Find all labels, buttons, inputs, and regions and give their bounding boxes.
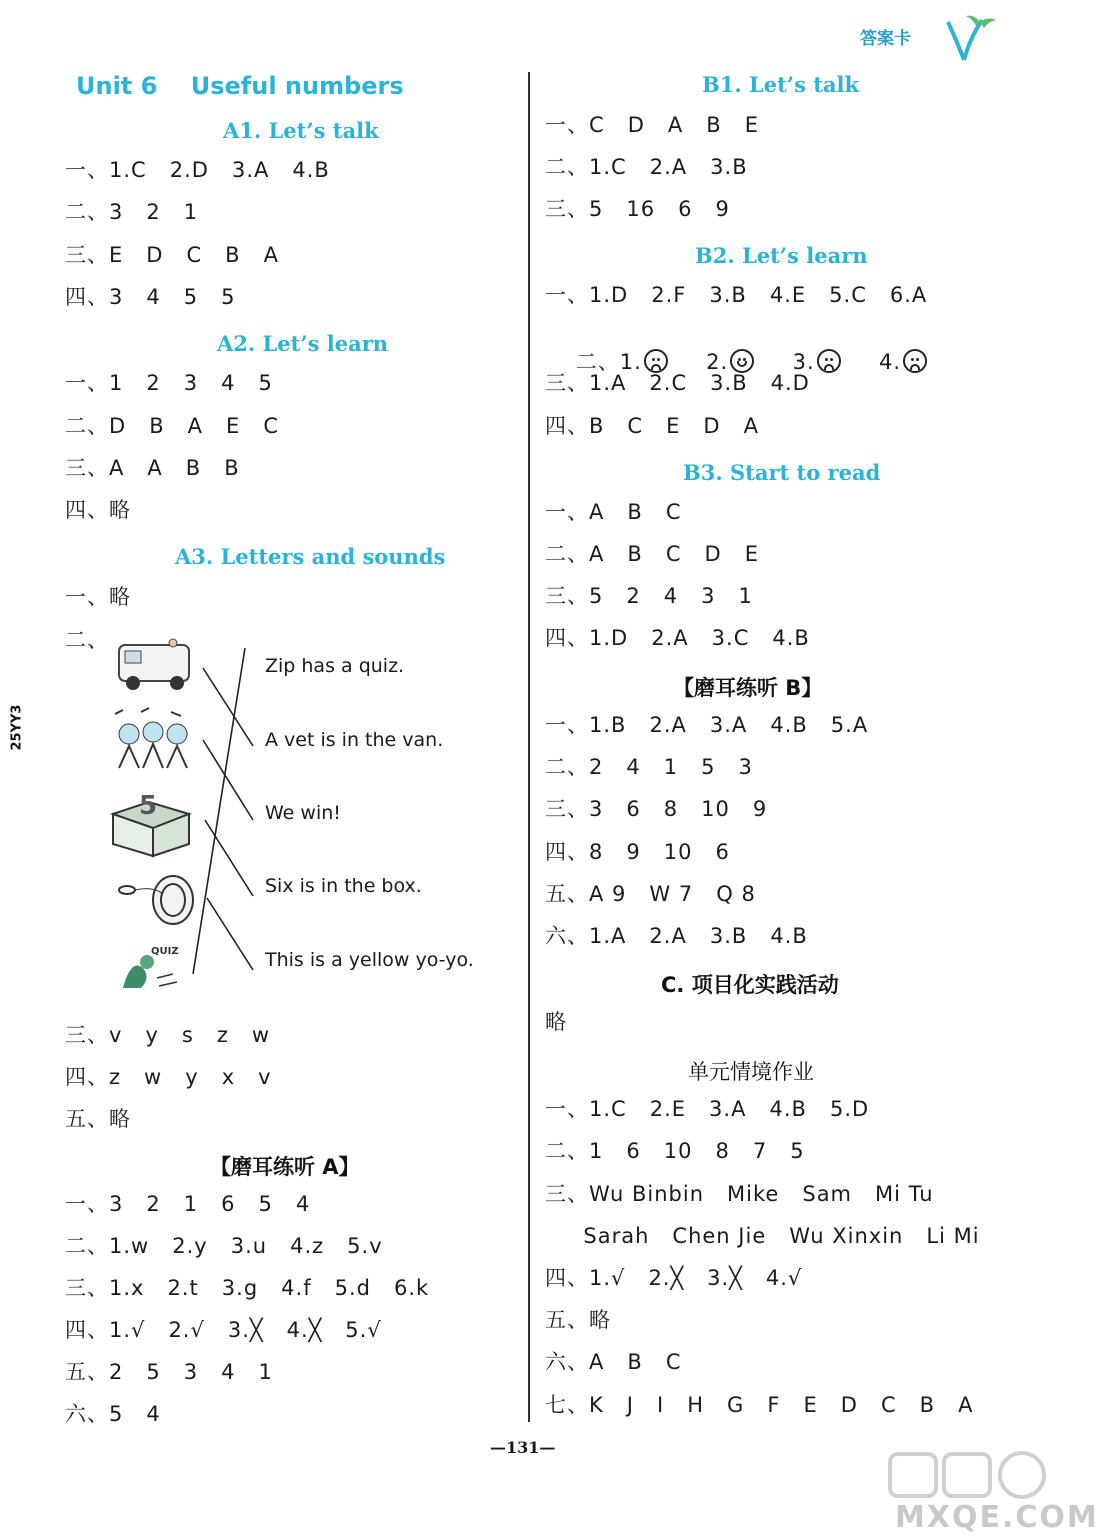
answer-line: 一、A B C [545,500,682,524]
answer-line: 四、1.D 2.A 3.C 4.B [545,626,810,650]
answer-line: 五、A 9 W 7 Q 8 [545,882,756,906]
answer-line: 四、1.√ 2.√ 3.╳ 4.╳ 5.√ [65,1318,382,1342]
section-title-b1: B1. Let’s talk [702,72,860,97]
section-title-a2: A2. Let’s learn [217,331,389,356]
answer-line: 二、1 6 10 8 7 5 [545,1139,805,1163]
side-code: 25YY3 [9,704,25,751]
match-sentence: We win! [265,802,341,824]
section-title-unit-task: 单元情境作业 [688,1060,814,1084]
answer-line: 六、A B C [545,1350,682,1374]
section-title-a3: A3. Letters and sounds [175,544,446,569]
answer-line: 三、5 2 4 3 1 [545,584,753,608]
answer-line: 三、1.A 2.C 3.B 4.D [545,371,810,395]
brand-label: 答案卡 [860,29,911,49]
sad-face-icon [644,349,668,373]
answer-line: 三、3 6 8 10 9 [545,797,768,821]
section-title-listen-b: 【磨耳练听 B】 [673,676,823,700]
match-sentence: Zip has a quiz. [265,655,405,677]
happy-face-icon [730,349,754,373]
answer-line: 三、Wu Binbin Mike Sam Mi Tu [545,1182,934,1206]
answer-line: 一、1.C 2.E 3.A 4.B 5.D [545,1097,870,1121]
faces-prefix: 二、 [575,350,620,374]
answer-line-label: 二、 [65,628,109,652]
answer-line: 三、E D C B A [65,243,279,267]
answer-line: 一、略 [65,585,131,609]
quiz-label: QUIZ [151,946,179,957]
answer-line: 三、1.x 2.t 3.g 4.f 5.d 6.k [65,1276,430,1300]
answer-line: 二、A B C D E [545,542,759,566]
answer-line: 二、2 4 1 5 3 [545,755,753,779]
page-number: —131— [490,1438,556,1457]
answer-line: 二、1.w 2.y 3.u 4.z 5.v [65,1234,383,1258]
answer-line: 一、3 2 1 6 5 4 [65,1192,311,1216]
answer-line: 四、8 9 10 6 [545,840,730,864]
answer-line: 二、1.C 2.A 3.B [545,155,748,179]
section-title-b2: B2. Let’s learn [695,243,868,268]
answer-line: Sarah Chen Jie Wu Xinxin Li Mi [545,1224,980,1248]
answer-line: 五、2 5 3 4 1 [65,1360,273,1384]
palm-logo-icon [930,14,1000,64]
answer-line: 五、略 [545,1308,611,1332]
answer-line: 四、B C E D A [545,414,759,438]
answer-line: 三、5 16 6 9 [545,197,730,221]
section-title-listen-a: 【磨耳练听 A】 [210,1155,360,1179]
match-sentence: This is a yellow yo-yo. [265,949,474,971]
match-sentence: A vet is in the van. [265,729,444,751]
column-divider [528,72,530,1422]
face-num: 4. [879,350,902,374]
watermark-text: MXQE.COM [895,1500,1099,1535]
box-number: 5 [139,791,158,821]
answer-line: 一、1.D 2.F 3.B 4.E 5.C 6.A [545,283,928,307]
face-num: 2. [706,350,729,374]
answer-line: 三、A A B B [65,456,240,480]
section-title-a1: A1. Let’s talk [223,118,379,143]
answer-line: 五、略 [65,1107,131,1131]
answer-line: 三、v y s z w [65,1023,271,1047]
answer-line: 一、C D A B E [545,113,759,137]
unit-title: Unit 6 Useful numbers [76,72,404,100]
answer-line: 四、z w y x v [65,1065,272,1089]
answer-line: 六、1.A 2.A 3.B 4.B [545,924,808,948]
section-title-b3: B3. Start to read [683,460,881,485]
sad-face-icon [817,349,841,373]
answer-line: 二、3 2 1 [65,200,199,224]
answer-line: 四、3 4 5 5 [65,285,236,309]
matching-lines [185,640,275,980]
answer-line: 四、略 [65,498,131,522]
section-title-c: C. 项目化实践活动 [661,973,839,997]
answer-line: 一、1.C 2.D 3.A 4.B [65,158,330,182]
answer-line: 一、1.B 2.A 3.A 4.B 5.A [545,713,869,737]
answer-line: 一、1 2 3 4 5 [65,371,273,395]
sad-face-icon [903,349,927,373]
answer-line: 略 [545,1010,567,1034]
face-num: 1. [619,350,642,374]
face-num: 3. [792,350,815,374]
box-picture [109,788,193,858]
answer-line: 六、5 4 [65,1402,161,1426]
answer-line: 七、K J I H G F E D C B A [545,1393,974,1417]
match-sentence: Six is in the box. [265,875,422,897]
answer-line: 二、D B A E C [65,414,279,438]
answer-line: 四、1.√ 2.╳ 3.╳ 4.√ [545,1266,803,1290]
